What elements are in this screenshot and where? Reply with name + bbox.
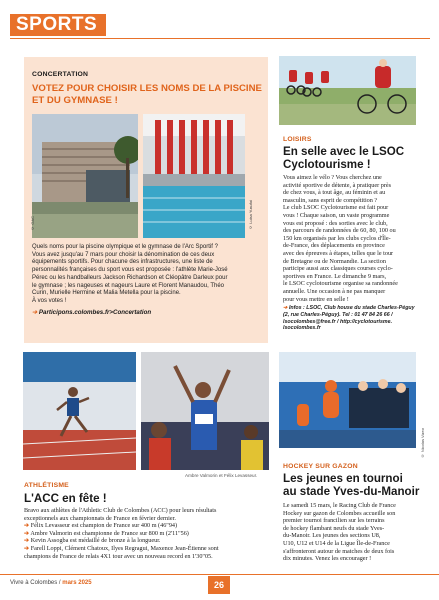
arrow-right-icon: ➔ bbox=[24, 529, 30, 537]
loisirs-info-line[interactable]: lsocolombes.fr bbox=[283, 325, 321, 332]
loisirs-title-2: Cyclotourisme ! bbox=[283, 158, 371, 171]
concertation-line: Vous avez jusqu'au 7 mars pour choisir la dénomination de ces deux bbox=[32, 251, 215, 258]
result-item bbox=[24, 537, 274, 545]
athletisme-kicker: ATHLÉTISME bbox=[24, 482, 69, 489]
loisirs-line: Le club LSOC Cyclotourisme est fait pour bbox=[283, 204, 389, 212]
athletes-photo bbox=[141, 352, 269, 470]
gymnasium-photo bbox=[32, 114, 138, 238]
loisirs-title-1: En selle avec le LSOC bbox=[283, 145, 405, 158]
footer-magazine-name: Vivre à Colombes / bbox=[10, 580, 61, 586]
loisirs-info-line: (2, rue Charles-Péguy). Tel : 01 47 84 26 66 / bbox=[283, 311, 393, 318]
hockey-line: premier tournoi francilien sur les terrains bbox=[283, 517, 385, 525]
concertation-text bbox=[32, 244, 268, 306]
footer-issue: mars 2025 bbox=[62, 580, 92, 586]
arrow-right-icon: ➔ bbox=[24, 537, 30, 545]
loisirs-line: de Bretagne ou de Normandie. La section bbox=[283, 257, 386, 265]
loisirs-kicker: LOISIRS bbox=[283, 136, 312, 143]
loisirs-info-line[interactable]: lsocolombes@free.fr / http://cyclotourisme. bbox=[283, 318, 393, 325]
cycling-photo bbox=[279, 56, 416, 125]
hockey-line: de hockey flambant neufs du stade Yves- bbox=[283, 524, 385, 532]
loisirs-line: de-France, des déplacements en province bbox=[283, 242, 385, 250]
concertation-line: À vos votes ! bbox=[32, 297, 67, 304]
arrow-right-icon: ➔ bbox=[283, 305, 288, 311]
loisirs-line: pour vous mettre en selle ! bbox=[283, 295, 349, 303]
hockey-line: du-Manoir. Les jeunes des sections U8, bbox=[283, 532, 381, 540]
loisirs-line: Vous aimez le vélo ? Vous cherchez une bbox=[283, 174, 382, 181]
athletisme-intro-line: exceptionnels aux championnats de France en février dernier. bbox=[24, 514, 176, 522]
header-divider bbox=[10, 38, 430, 39]
hockey-line: Hockey sur gazon de Colombes accueille son bbox=[283, 509, 396, 517]
result-text: Félix Levasseur est champion de France sur 400 m (46"94) bbox=[30, 522, 178, 530]
athletisme-title: L'ACC en fête ! bbox=[24, 492, 107, 505]
athletes-caption: Ambre Valmorin et Félix Levasseur. bbox=[185, 473, 258, 478]
hockey-photo bbox=[279, 352, 416, 448]
concertation-line: le gymnase ; les nageuses et nageurs Laure et Florent Manaudou, Théo bbox=[32, 282, 225, 289]
loisirs-info-line: Infos : LSOC, Club house du stade Charles-Péguy bbox=[288, 305, 415, 311]
loisirs-line: le LSOC cyclotourisme organise sa randonnée bbox=[283, 280, 398, 288]
athletisme-intro-line: Bravo aux athlètes de l'Athletic Club de Colombes (ACC) pour leurs résultats bbox=[24, 507, 217, 514]
hockey-title-1: Les jeunes en tournoi bbox=[283, 472, 403, 485]
concertation-line: Quels noms pour la piscine olympique et le gymnase de l'Arc Sportif ? bbox=[32, 244, 218, 250]
concertation-title-1: VOTEZ POUR CHOISIR LES NOMS DE LA PISCINE bbox=[32, 83, 262, 94]
loisirs-line: activité sportive de détente, à pratiquer près bbox=[283, 181, 392, 189]
hockey-photo-credit: © Nicolas Vizeo bbox=[420, 428, 425, 459]
loisirs-line: participe aussi aux classiques courses cyclo- bbox=[283, 265, 393, 273]
hockey-title-2: au stade Yves-du-Manoir bbox=[283, 485, 420, 498]
concertation-line: équipements sportifs. Pour chacune des infrastructures, une liste de bbox=[32, 259, 213, 266]
arrow-right-icon: ➔ bbox=[24, 522, 30, 530]
result-continuation: champions de France de relais 4X1 tour avec un nouveau record en 1'30"05. bbox=[24, 552, 213, 560]
hockey-line: Le samedi 15 mars, le Racing Club de France bbox=[283, 502, 396, 509]
page-number: 26 bbox=[208, 576, 230, 594]
loisirs-line: annuelle. Une occasion à ne pas manquer bbox=[283, 287, 386, 295]
hockey-line: dix minutes. Venez les encourager ! bbox=[283, 555, 372, 563]
concertation-link-text: Participons.colombes.fr>Concertation bbox=[38, 309, 152, 316]
concertation-line: Curin, Murielle Hermine et Malia Metella pour la piscine. bbox=[32, 290, 181, 297]
arrow-right-icon: ➔ bbox=[24, 544, 30, 552]
athletisme-text bbox=[24, 507, 274, 560]
result-item bbox=[24, 530, 274, 538]
concertation-link[interactable] bbox=[32, 309, 151, 316]
result-text: Farell Loppi, Clément Chatoux, Ilyes Regragui, Maxence Jean-Étienne sont bbox=[30, 544, 219, 552]
result-text: Kevin Assogba est médaillé de bronze à la longueur. bbox=[30, 537, 161, 545]
loisirs-line: de chez vous, à tout âge, au féminin et au bbox=[283, 189, 386, 197]
photo-credit-left: © GAC bbox=[30, 216, 35, 231]
loisirs-line: des parcours de randonnées de 60, 80, 100 ou bbox=[283, 227, 396, 235]
hockey-kicker: HOCKEY SUR GAZON bbox=[283, 463, 358, 470]
concertation-kicker: CONCERTATION bbox=[32, 71, 89, 78]
loisirs-line: vous ! Chaque saison, un vaste programme bbox=[283, 211, 390, 219]
footer-divider bbox=[0, 574, 439, 575]
concertation-title-2: ET DU GYMNASE ! bbox=[32, 95, 118, 106]
loisirs-line: sportives en France. Le dimanche 9 mars, bbox=[283, 272, 387, 280]
loisirs-line: vous est proposé : des sorties avec le club, bbox=[283, 219, 388, 227]
pool-photo bbox=[143, 114, 245, 238]
hockey-line: U10, U12 et U14 de la Ligue Île-de-France bbox=[283, 539, 390, 547]
concertation-line: personnalités françaises du sport vous est proposée : l'athlète Marie-José bbox=[32, 267, 228, 274]
section-rubric: SPORTS bbox=[10, 14, 106, 36]
arrow-right-icon: ➔ bbox=[32, 309, 38, 316]
loisirs-line: 150 km organisés par les clubs cyclos d'Île- bbox=[283, 234, 391, 242]
loisirs-line: masculin, sans esprit de compétition ? bbox=[283, 196, 378, 204]
hockey-text bbox=[283, 502, 433, 563]
footer-magazine bbox=[10, 580, 92, 586]
hockey-line: s'affronteront autour de matches de deux fois bbox=[283, 547, 395, 555]
result-text: Ambre Valmorin est championne de France sur 800 m (2'11"56) bbox=[30, 529, 189, 537]
runner-photo bbox=[23, 352, 136, 470]
loisirs-text bbox=[283, 174, 433, 303]
concertation-line: Pérec ou les handballeurs Jackson Richardson et Cléopâtre Darleux pour bbox=[32, 274, 228, 281]
result-item bbox=[24, 545, 274, 553]
loisirs-line: avec des épreuves à étapes, telles que le tour bbox=[283, 249, 394, 257]
loisirs-info bbox=[283, 305, 433, 332]
photo-credit-right: © Luisa Yusufai bbox=[248, 200, 253, 230]
result-item bbox=[24, 522, 274, 530]
